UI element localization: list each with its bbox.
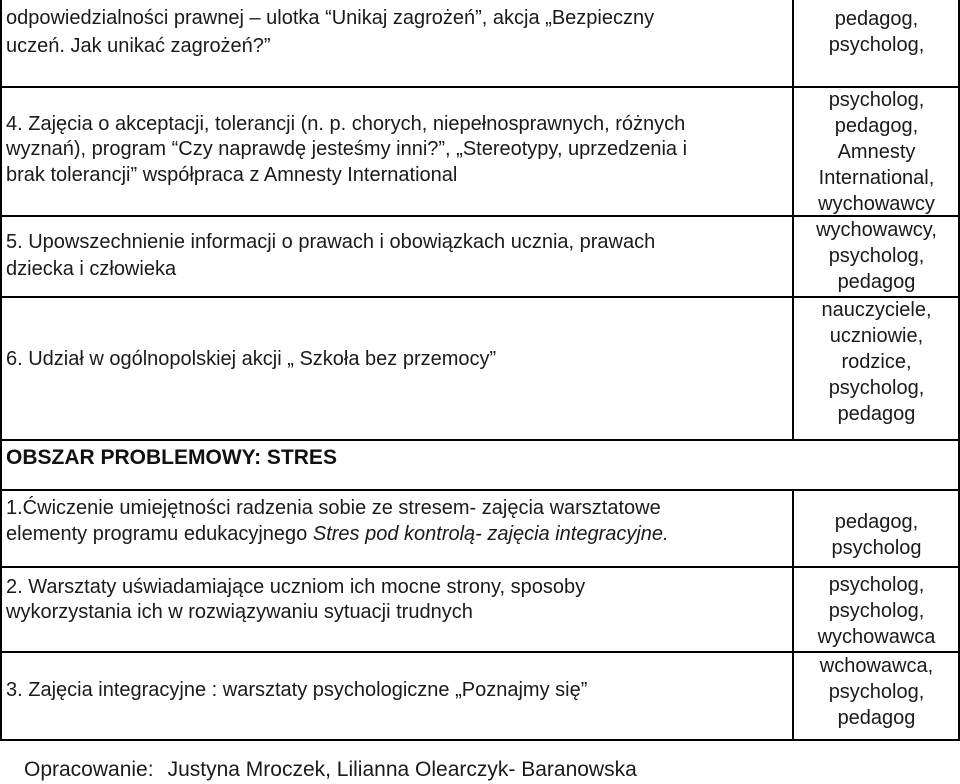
program-title-italic: Stres pod kontrolą- zajęcia integracyjne. [312,523,669,545]
table-border-left [0,0,2,741]
activity-text-line: 6. Udział w ogólnopolskiej akcji „ Szkoła bez przemocy” [6,348,497,370]
responsible-person: nauczyciele, [821,299,932,321]
table-row-divider [0,566,960,568]
responsible-person: psycholog [831,537,922,559]
responsible-person: wychowawcy [818,193,935,215]
table-column-divider [792,0,794,440]
responsible-person: psycholog, [828,600,925,622]
responsible-person: psycholog, [828,574,925,596]
responsible-person: pedagog [837,271,916,293]
activity-text-line: 1.Ćwiczenie umiejętności radzenia sobie ze stresem- zajęcia warsztatowe [6,497,661,519]
responsible-person: wychowawcy, [816,219,937,241]
table-column-divider [792,490,794,741]
responsible-person: rodzice, [841,351,912,373]
responsible-person: psycholog, [828,89,925,111]
credit-line [24,757,637,783]
activity-text-line: uczeń. Jak unikać zagrożeń?” [6,35,271,57]
responsible-person: pedagog [837,403,916,425]
activity-text-plain: elementy programu edukacyjnego [6,523,313,545]
responsible-person: pedagog [837,707,916,729]
responsible-person: uczniowie, [829,325,924,347]
activity-text-line: wykorzystania ich w rozwiązywaniu sytuacji trudnych [6,601,473,623]
responsible-person: International, [818,167,935,189]
responsible-cell [795,6,958,58]
responsible-person: Amnesty [837,141,916,163]
responsible-cell [795,297,958,427]
activity-text-line: 2. Warsztaty uświadamiające uczniom ich mocne strony, sposoby [6,576,586,598]
activity-text-line: odpowiedzialności prawnej – ulotka “Unikaj zagrożeń”, akcja „Bezpieczny [6,7,655,29]
responsible-cell [795,653,958,731]
activity-text-line: brak tolerancji” współpraca z Amnesty International [6,164,458,186]
responsible-person: wychowawca [817,626,936,648]
activity-text-line [6,521,669,547]
activity-text-line: wyznań), program “Czy naprawdę jesteśmy inni?”, „Stereotypy, uprzedzenia i [6,138,688,160]
activity-text-line: 5. Upowszechnienie informacji o prawach i obowiązkach ucznia, prawach [6,231,656,253]
responsible-person: pedagog, [834,115,919,137]
responsible-person: psycholog, [828,377,925,399]
responsible-person: psycholog, [828,245,925,267]
credit-authors: Justyna Mroczek, Lilianna Olearczyk- Baranowska [167,758,637,781]
section-header: OBSZAR PROBLEMOWY: STRES [6,446,337,469]
activity-text-line: dziecka i człowieka [6,258,177,280]
responsible-person: pedagog, [834,8,919,30]
activity-text-line: 3. Zajęcia integracyjne : warsztaty psychologiczne „Poznajmy się” [6,679,588,701]
responsible-cell [795,217,958,295]
responsible-person: pedagog, [834,511,919,533]
responsible-cell [795,572,958,650]
table-border-bottom [0,739,960,741]
responsible-cell [795,87,958,217]
responsible-cell [795,509,958,561]
responsible-person: psycholog, [828,34,925,56]
activity-text-line: 4. Zajęcia o akceptacji, tolerancji (n. p. chorych, niepełnosprawnych, różnych [6,113,686,135]
table-row-divider [0,489,960,491]
responsible-person: psycholog, [828,681,925,703]
table-row-divider [0,439,960,441]
credit-label: Opracowanie: [24,758,154,781]
responsible-person: wchowawca, [819,655,934,677]
